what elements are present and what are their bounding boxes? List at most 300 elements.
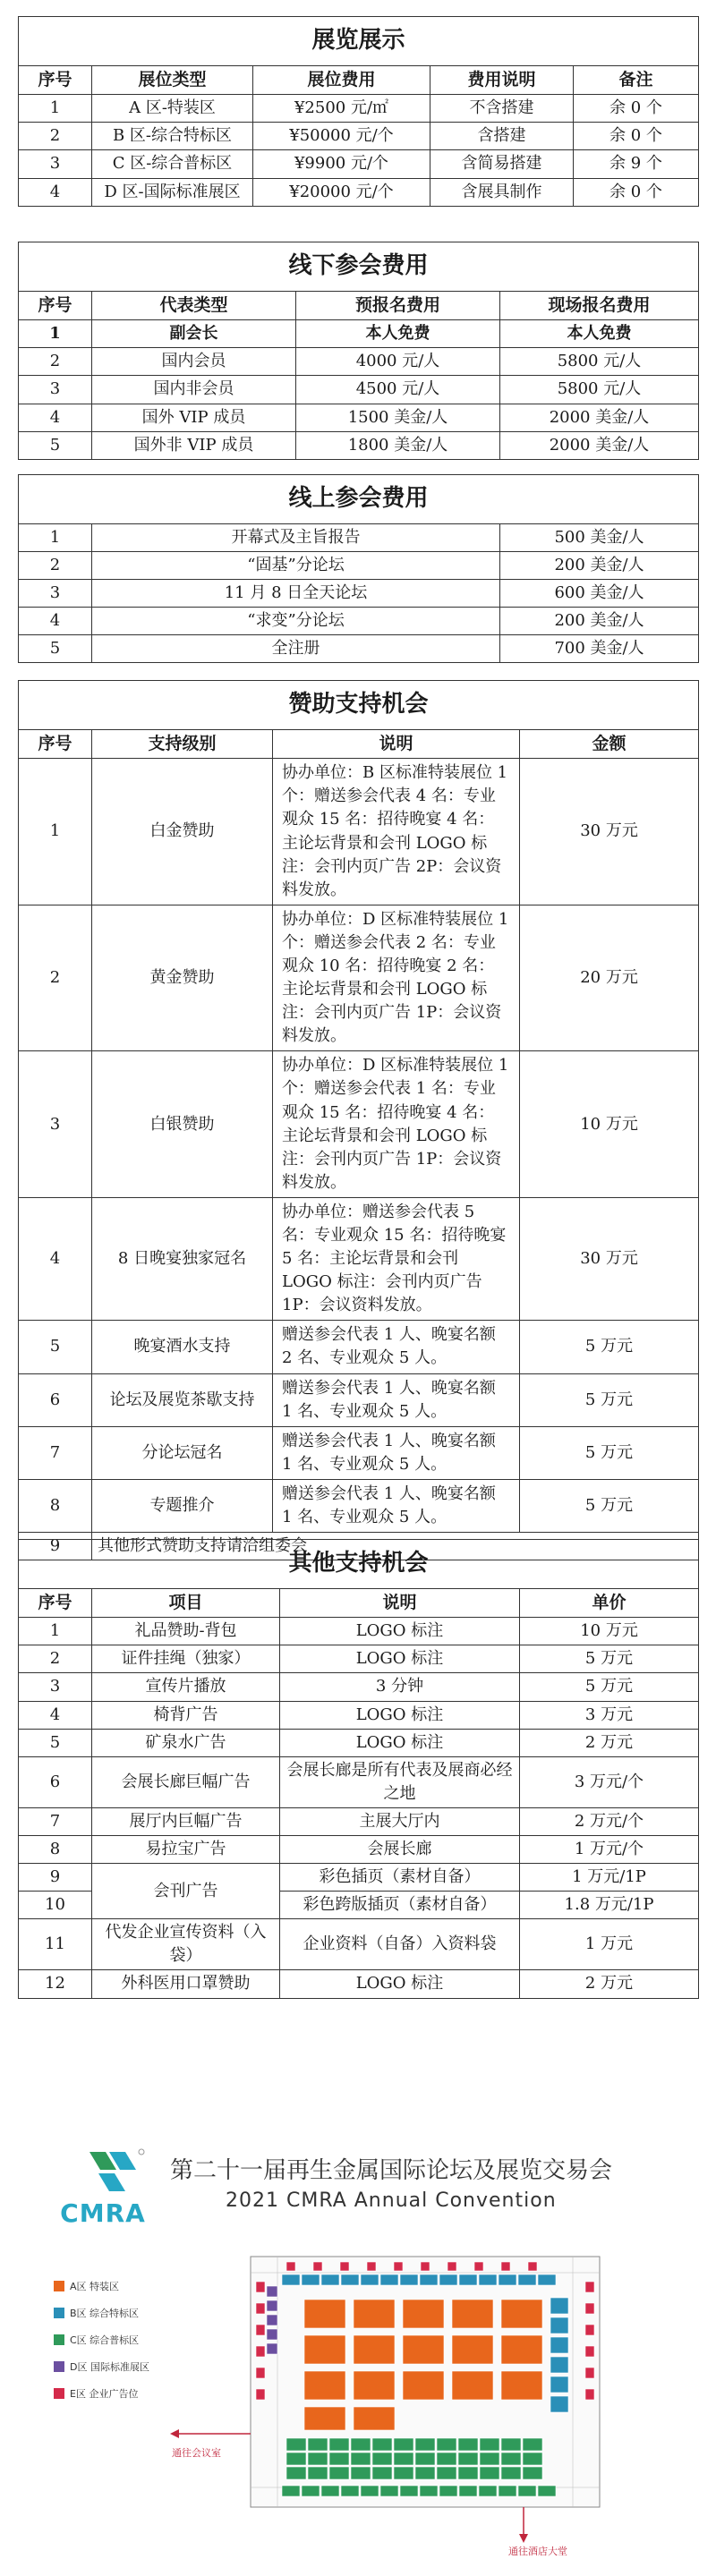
offline-cell: 2000 美金/人 xyxy=(500,404,699,431)
sponsor-cell-amount: 30 万元 xyxy=(520,1197,699,1320)
sponsor-row xyxy=(19,1479,699,1532)
other-cell: 5 万元 xyxy=(520,1673,699,1701)
online-row xyxy=(19,523,699,551)
sponsor-cell-no: 3 xyxy=(19,1051,92,1198)
other-cell: 宣传片播放 xyxy=(92,1673,280,1701)
booth-a-zone xyxy=(452,2335,493,2364)
booth-c-zone xyxy=(501,2453,521,2465)
legend-item xyxy=(54,2300,188,2326)
sponsor-row xyxy=(19,1197,699,1320)
booth-c-zone xyxy=(523,2467,542,2479)
other-table xyxy=(18,1539,699,1999)
booth-c-zone xyxy=(372,2467,392,2479)
booth-d-zone xyxy=(267,2315,277,2325)
booth-a-zone xyxy=(354,2407,395,2430)
other-cell: 企业资料（自备）入资料袋 xyxy=(280,1919,520,1970)
offline-cell: 1 xyxy=(19,320,92,348)
offline-cell: 4000 元/人 xyxy=(296,348,500,376)
other-cell: 12 xyxy=(19,1970,92,1998)
booth-c-zone xyxy=(329,2453,349,2465)
other-cell: 5 xyxy=(19,1729,92,1756)
booth-a-zone xyxy=(501,2335,542,2364)
booth-b-zone xyxy=(499,2274,516,2285)
offline-cell: 3 xyxy=(19,376,92,404)
sponsor-cell-no: 4 xyxy=(19,1197,92,1320)
other-cell: 2 万元/个 xyxy=(520,1807,699,1835)
offline-column-header: 序号 xyxy=(19,291,92,320)
booth-c-zone xyxy=(308,2438,328,2451)
booth-a-zone xyxy=(452,2371,493,2400)
sponsor-cell-level: 白金赞助 xyxy=(92,759,273,905)
booth-c-zone xyxy=(415,2467,435,2479)
other-cell: 1.8 万元/1P xyxy=(520,1892,699,1919)
other-cell: 2 万元 xyxy=(520,1729,699,1756)
booth-b-zone xyxy=(282,2274,300,2285)
booth-c-zone xyxy=(480,2467,499,2479)
booth-e-zone xyxy=(585,2389,594,2400)
exhibition-cell: A 区-特装区 xyxy=(92,95,253,123)
booth-a-zone xyxy=(501,2371,542,2400)
booth-c-zone xyxy=(361,2486,379,2496)
booth-b-zone xyxy=(550,2376,568,2393)
online-cell: “求变”分论坛 xyxy=(92,607,500,634)
exhibition-cell: 余 0 个 xyxy=(574,178,699,206)
online-cell: 1 xyxy=(19,523,92,551)
booth-e-zone xyxy=(585,2282,594,2292)
sponsor-cell-amount: 5 万元 xyxy=(520,1426,699,1479)
exhibition-cell: 余 0 个 xyxy=(574,95,699,123)
other-column-header: 序号 xyxy=(19,1588,92,1618)
exhibition-cell: 含展具制作 xyxy=(430,178,574,206)
offline-table xyxy=(18,242,699,460)
online-cell: 5 xyxy=(19,635,92,663)
booth-a-zone xyxy=(403,2300,444,2328)
offline-cell: 本人免费 xyxy=(500,320,699,348)
offline-column-header: 预报名费用 xyxy=(296,291,500,320)
booth-e-zone xyxy=(585,2303,594,2314)
offline-cell: 4500 元/人 xyxy=(296,376,500,404)
other-cell: LOGO 标注 xyxy=(280,1701,520,1729)
exhibition-cell: ¥9900 元/个 xyxy=(253,150,430,178)
zone-legend xyxy=(54,2273,188,2407)
exhibition-cell: B 区-综合特标区 xyxy=(92,123,253,150)
exhibition-cell: 不含搭建 xyxy=(430,95,574,123)
booth-c-zone xyxy=(523,2453,542,2465)
booth-c-zone xyxy=(458,2453,478,2465)
sponsor-cell-amount: 20 万元 xyxy=(520,905,699,1051)
other-cell: LOGO 标注 xyxy=(280,1970,520,1998)
online-row xyxy=(19,635,699,663)
booth-b-zone xyxy=(361,2274,379,2285)
booth-e-zone xyxy=(528,2262,537,2271)
online-table xyxy=(18,474,699,663)
other-cell: 彩色插页（素材自备） xyxy=(280,1864,520,1892)
cmra-logo xyxy=(54,2143,152,2228)
other-cell: 3 分钟 xyxy=(280,1673,520,1701)
booth-a-zone xyxy=(304,2407,345,2430)
legend-item xyxy=(54,2353,188,2380)
booth-a-zone xyxy=(354,2300,395,2328)
sponsor-cell-no: 8 xyxy=(19,1479,92,1532)
legend-label: B区 综合特标区 xyxy=(70,2308,140,2319)
offline-cell: 国外非 VIP 成员 xyxy=(92,431,296,459)
exhibition-cell: 余 0 个 xyxy=(574,123,699,150)
offline-row xyxy=(19,404,699,431)
offline-row xyxy=(19,320,699,348)
booth-c-zone xyxy=(286,2453,306,2465)
sponsor-row xyxy=(19,905,699,1051)
booth-c-zone xyxy=(400,2486,418,2496)
booth-c-zone xyxy=(302,2486,320,2496)
offline-cell: 1800 美金/人 xyxy=(296,431,500,459)
booth-a-zone xyxy=(304,2371,345,2400)
offline-cell: 5800 元/人 xyxy=(500,348,699,376)
exhibition-row xyxy=(19,95,699,123)
exhibition-title: 展览展示 xyxy=(19,17,699,66)
booth-e-zone xyxy=(256,2346,265,2357)
floorplan-section xyxy=(36,2116,680,2563)
other-cell: 5 万元 xyxy=(520,1645,699,1673)
booth-e-zone xyxy=(474,2262,483,2271)
other-row xyxy=(19,1864,699,1892)
offline-cell: 国内非会员 xyxy=(92,376,296,404)
other-cell: 7 xyxy=(19,1807,92,1835)
cmra-logo-icon xyxy=(54,2143,152,2206)
legend-label: E区 企业广告位 xyxy=(70,2388,139,2400)
other-cell: 10 万元 xyxy=(520,1618,699,1645)
exhibition-cell: D 区-国际标准展区 xyxy=(92,178,253,206)
sponsor-cell-desc: 协办单位：B 区标准特装展位 1 个：赠送参会代表 4 名：专业观众 15 名：招待晚宴 4 名：主论坛背景和会刊 LOGO 标注：会刊内页广告 2P：会议资料发放。 xyxy=(273,759,520,905)
convention-title-en: 2021 CMRA Annual Convention xyxy=(226,2189,557,2212)
other-cell: 矿泉水广告 xyxy=(92,1729,280,1756)
legend-swatch xyxy=(54,2308,64,2318)
booth-b-zone xyxy=(538,2274,556,2285)
other-row xyxy=(19,1729,699,1756)
booth-e-zone xyxy=(256,2303,265,2314)
offline-cell: 国外 VIP 成员 xyxy=(92,404,296,431)
sponsor-cell-level: 8 日晚宴独家冠名 xyxy=(92,1197,273,1320)
offline-cell: 4 xyxy=(19,404,92,431)
other-column-header: 项目 xyxy=(92,1588,280,1618)
online-cell: “固基”分论坛 xyxy=(92,551,500,579)
other-row xyxy=(19,1701,699,1729)
booth-c-zone xyxy=(437,2438,456,2451)
booth-c-zone xyxy=(479,2486,497,2496)
booth-c-zone xyxy=(439,2486,457,2496)
other-cell: 展厅内巨幅广告 xyxy=(92,1807,280,1835)
exhibition-column-header: 备注 xyxy=(574,65,699,95)
bottom-arrow-label: 通往酒店大堂 xyxy=(508,2546,567,2557)
sponsor-cell-level: 白银赞助 xyxy=(92,1051,273,1198)
offline-header-row xyxy=(19,291,699,320)
booth-e-zone xyxy=(585,2368,594,2378)
other-row xyxy=(19,1919,699,1970)
booth-a-zone xyxy=(354,2335,395,2364)
sponsor-header-row xyxy=(19,729,699,759)
booth-e-zone xyxy=(448,2262,456,2271)
logo-text: CMRA xyxy=(60,2198,146,2228)
booth-b-zone xyxy=(459,2274,477,2285)
exhibition-column-header: 费用说明 xyxy=(430,65,574,95)
sponsor-cell-desc: 协办单位：赠送参会代表 5 名：专业观众 15 名：招待晚宴 5 名：主论坛背景和会刊 LOGO 标注：会刊内页广告 1P：会议资料发放。 xyxy=(273,1197,520,1320)
booth-c-zone xyxy=(282,2486,300,2496)
booth-b-zone xyxy=(420,2274,438,2285)
booth-c-zone xyxy=(286,2467,306,2479)
other-cell: 2 xyxy=(19,1645,92,1673)
sponsor-cell-no: 9 xyxy=(19,1533,92,1560)
offline-cell: 本人免费 xyxy=(296,320,500,348)
booth-c-zone xyxy=(329,2438,349,2451)
booth-e-zone xyxy=(421,2262,430,2271)
booth-c-zone xyxy=(372,2438,392,2451)
other-section xyxy=(18,1539,698,1999)
booth-b-zone xyxy=(518,2274,536,2285)
sponsor-title: 赞助支持机会 xyxy=(19,681,699,730)
sponsor-cell-level: 专题推介 xyxy=(92,1479,273,1532)
other-column-header: 单价 xyxy=(520,1588,699,1618)
online-row xyxy=(19,579,699,607)
sponsor-cell-other: 其他形式赞助支持请洽组委会 xyxy=(92,1533,699,1560)
booth-b-zone xyxy=(321,2274,339,2285)
sponsor-cell-desc: 赠送参会代表 1 人、晚宴名额 1 名、专业观众 5 人。 xyxy=(273,1373,520,1426)
sponsor-cell-no: 1 xyxy=(19,759,92,905)
exhibition-cell: 余 9 个 xyxy=(574,150,699,178)
other-cell: LOGO 标注 xyxy=(280,1618,520,1645)
booth-c-zone xyxy=(499,2486,516,2496)
other-cell: 2 万元 xyxy=(520,1970,699,1998)
exhibition-row xyxy=(19,123,699,150)
booth-e-zone xyxy=(256,2389,265,2400)
sponsor-cell-no: 2 xyxy=(19,905,92,1051)
offline-column-header: 代表类型 xyxy=(92,291,296,320)
sponsor-row xyxy=(19,1051,699,1198)
other-row xyxy=(19,1970,699,1998)
booth-c-zone xyxy=(329,2467,349,2479)
legend-swatch xyxy=(54,2334,64,2345)
sponsor-cell-amount: 5 万元 xyxy=(520,1321,699,1373)
booth-c-zone xyxy=(458,2438,478,2451)
booth-d-zone xyxy=(267,2286,277,2297)
sponsor-cell-desc: 赠送参会代表 1 人、晚宴名额 1 名、专业观众 5 人。 xyxy=(273,1479,520,1532)
booth-b-zone xyxy=(479,2274,497,2285)
booth-e-zone xyxy=(585,2325,594,2335)
exhibition-row xyxy=(19,150,699,178)
online-cell: 3 xyxy=(19,579,92,607)
other-row xyxy=(19,1807,699,1835)
other-cell: 彩色跨版插页（素材自备） xyxy=(280,1892,520,1919)
offline-row xyxy=(19,431,699,459)
offline-column-header: 现场报名费用 xyxy=(500,291,699,320)
sponsor-cell-amount: 30 万元 xyxy=(520,759,699,905)
booth-b-zone xyxy=(550,2337,568,2353)
exhibition-cell: C 区-综合普标区 xyxy=(92,150,253,178)
booth-c-zone xyxy=(415,2438,435,2451)
booth-c-zone xyxy=(480,2438,499,2451)
booth-d-zone xyxy=(267,2343,277,2354)
online-cell: 11 月 8 日全天论坛 xyxy=(92,579,500,607)
sponsor-table xyxy=(18,680,699,1560)
booth-c-zone xyxy=(420,2486,438,2496)
offline-cell: 1500 美金/人 xyxy=(296,404,500,431)
booth-b-zone xyxy=(550,2396,568,2412)
offline-row xyxy=(19,376,699,404)
booth-e-zone xyxy=(367,2262,376,2271)
online-cell: 2 xyxy=(19,551,92,579)
booth-b-zone xyxy=(550,2357,568,2373)
offline-cell: 副会长 xyxy=(92,320,296,348)
legend-label: D区 国际标准展区 xyxy=(70,2361,149,2373)
offline-row xyxy=(19,348,699,376)
sponsor-row xyxy=(19,1373,699,1426)
other-cell: 1 万元/1P xyxy=(520,1864,699,1892)
exhibition-row xyxy=(19,178,699,206)
online-row xyxy=(19,607,699,634)
booth-b-zone xyxy=(302,2274,320,2285)
booth-c-zone xyxy=(351,2467,371,2479)
sponsor-cell-amount: 10 万元 xyxy=(520,1051,699,1198)
offline-cell: 2000 美金/人 xyxy=(500,431,699,459)
other-cell: 椅背广告 xyxy=(92,1701,280,1729)
other-column-header: 说明 xyxy=(280,1588,520,1618)
booth-a-zone xyxy=(304,2300,345,2328)
offline-cell: 5 xyxy=(19,431,92,459)
booth-b-zone xyxy=(380,2274,398,2285)
booth-e-zone xyxy=(256,2282,265,2292)
other-cell: 代发企业宣传资料（入袋） xyxy=(92,1919,280,1970)
other-cell: 3 xyxy=(19,1673,92,1701)
sponsor-cell-level: 黄金赞助 xyxy=(92,905,273,1051)
booth-c-zone xyxy=(351,2453,371,2465)
other-cell: 10 xyxy=(19,1892,92,1919)
other-cell: 证件挂绳（独家） xyxy=(92,1645,280,1673)
sponsor-column-header: 金额 xyxy=(520,729,699,759)
booth-d-zone xyxy=(267,2300,277,2311)
online-cell: 200 美金/人 xyxy=(500,551,699,579)
booth-b-zone xyxy=(550,2298,568,2314)
other-cell: 3 万元/个 xyxy=(520,1756,699,1807)
booth-c-zone xyxy=(372,2453,392,2465)
booth-a-zone xyxy=(354,2371,395,2400)
booth-c-zone xyxy=(394,2467,413,2479)
booth-c-zone xyxy=(437,2453,456,2465)
exhibition-column-header: 展位费用 xyxy=(253,65,430,95)
offline-title: 线下参会费用 xyxy=(19,242,699,292)
booth-c-zone xyxy=(394,2438,413,2451)
booth-e-zone xyxy=(313,2262,322,2271)
other-row xyxy=(19,1673,699,1701)
legend-item xyxy=(54,2273,188,2300)
online-title: 线上参会费用 xyxy=(19,475,699,524)
booth-c-zone xyxy=(380,2486,398,2496)
convention-title-cn: 第二十一届再生金属国际论坛及展览交易会 xyxy=(170,2157,613,2184)
other-cell: 会展长廊 xyxy=(280,1835,520,1863)
booth-c-zone xyxy=(501,2438,521,2451)
offline-cell: 5800 元/人 xyxy=(500,376,699,404)
bottom-arrow-head xyxy=(519,2534,528,2543)
booth-e-zone xyxy=(256,2368,265,2378)
legend-label: A区 特装区 xyxy=(70,2281,120,2292)
other-cell: 会展长廊是所有代表及展商必经之地 xyxy=(280,1756,520,1807)
legend-swatch xyxy=(54,2388,64,2399)
other-cell: 1 万元/个 xyxy=(520,1835,699,1863)
other-title: 其他支持机会 xyxy=(19,1540,699,1589)
booth-c-zone xyxy=(458,2467,478,2479)
sponsor-cell-desc: 赠送参会代表 1 人、晚宴名额 1 名、专业观众 5 人。 xyxy=(273,1426,520,1479)
online-section xyxy=(18,474,698,663)
exhibition-cell: 含简易搭建 xyxy=(430,150,574,178)
other-cell: 6 xyxy=(19,1756,92,1807)
booth-c-zone xyxy=(538,2486,556,2496)
sponsor-column-header: 序号 xyxy=(19,729,92,759)
sponsor-column-header: 说明 xyxy=(273,729,520,759)
sponsor-row xyxy=(19,759,699,905)
sponsor-section xyxy=(18,680,698,1560)
legend-swatch xyxy=(54,2281,64,2291)
online-cell: 开幕式及主旨报告 xyxy=(92,523,500,551)
booth-b-zone xyxy=(550,2317,568,2334)
booth-c-zone xyxy=(308,2467,328,2479)
online-cell: 600 美金/人 xyxy=(500,579,699,607)
booth-c-zone xyxy=(480,2453,499,2465)
booth-c-zone xyxy=(286,2438,306,2451)
legend-label: C区 综合普标区 xyxy=(70,2334,140,2346)
exhibition-column-header: 展位类型 xyxy=(92,65,253,95)
left-arrow-head xyxy=(170,2429,179,2438)
sponsor-row xyxy=(19,1321,699,1373)
booth-c-zone xyxy=(351,2438,371,2451)
other-row xyxy=(19,1835,699,1863)
booth-e-zone xyxy=(286,2262,295,2271)
other-cell: 礼品赞助-背包 xyxy=(92,1618,280,1645)
booth-e-zone xyxy=(256,2325,265,2335)
other-header-row xyxy=(19,1588,699,1618)
sponsor-row xyxy=(19,1426,699,1479)
booth-b-zone xyxy=(400,2274,418,2285)
sponsor-cell-desc: 协办单位：D 区标准特装展位 1 个：赠送参会代表 2 名：专业观众 10 名：招待晚宴 2 名：主论坛背景和会刊 LOGO 标注：会刊内页广告 1P：会议资料发放。 xyxy=(273,905,520,1051)
other-row xyxy=(19,1618,699,1645)
exhibition-cell: ¥2500 元/㎡ xyxy=(253,95,430,123)
other-row xyxy=(19,1756,699,1807)
left-arrow-label: 通往会议室 xyxy=(172,2447,221,2459)
other-cell: 易拉宝广告 xyxy=(92,1835,280,1863)
sponsor-cell-desc: 赠送参会代表 1 人、晚宴名额 2 名、专业观众 5 人。 xyxy=(273,1321,520,1373)
booth-a-zone xyxy=(501,2300,542,2328)
other-cell: 11 xyxy=(19,1919,92,1970)
other-cell: 外科医用口罩赞助 xyxy=(92,1970,280,1998)
exhibition-section xyxy=(18,16,698,207)
booth-e-zone xyxy=(340,2262,349,2271)
booth-a-zone xyxy=(452,2300,493,2328)
online-row xyxy=(19,551,699,579)
online-cell: 全注册 xyxy=(92,635,500,663)
booth-c-zone xyxy=(518,2486,536,2496)
offline-cell: 2 xyxy=(19,348,92,376)
booth-c-zone xyxy=(501,2467,521,2479)
exhibition-cell: 含搭建 xyxy=(430,123,574,150)
sponsor-cell-no: 5 xyxy=(19,1321,92,1373)
exhibition-cell: 1 xyxy=(19,95,92,123)
exhibition-cell: ¥50000 元/个 xyxy=(253,123,430,150)
sponsor-cell-no: 7 xyxy=(19,1426,92,1479)
other-cell: 会展长廊巨幅广告 xyxy=(92,1756,280,1807)
other-cell: LOGO 标注 xyxy=(280,1645,520,1673)
online-cell: 4 xyxy=(19,607,92,634)
booth-c-zone xyxy=(437,2467,456,2479)
sponsor-cell-level: 论坛及展览茶歇支持 xyxy=(92,1373,273,1426)
exhibition-column-header: 序号 xyxy=(19,65,92,95)
booth-a-zone xyxy=(304,2335,345,2364)
booth-c-zone xyxy=(459,2486,477,2496)
